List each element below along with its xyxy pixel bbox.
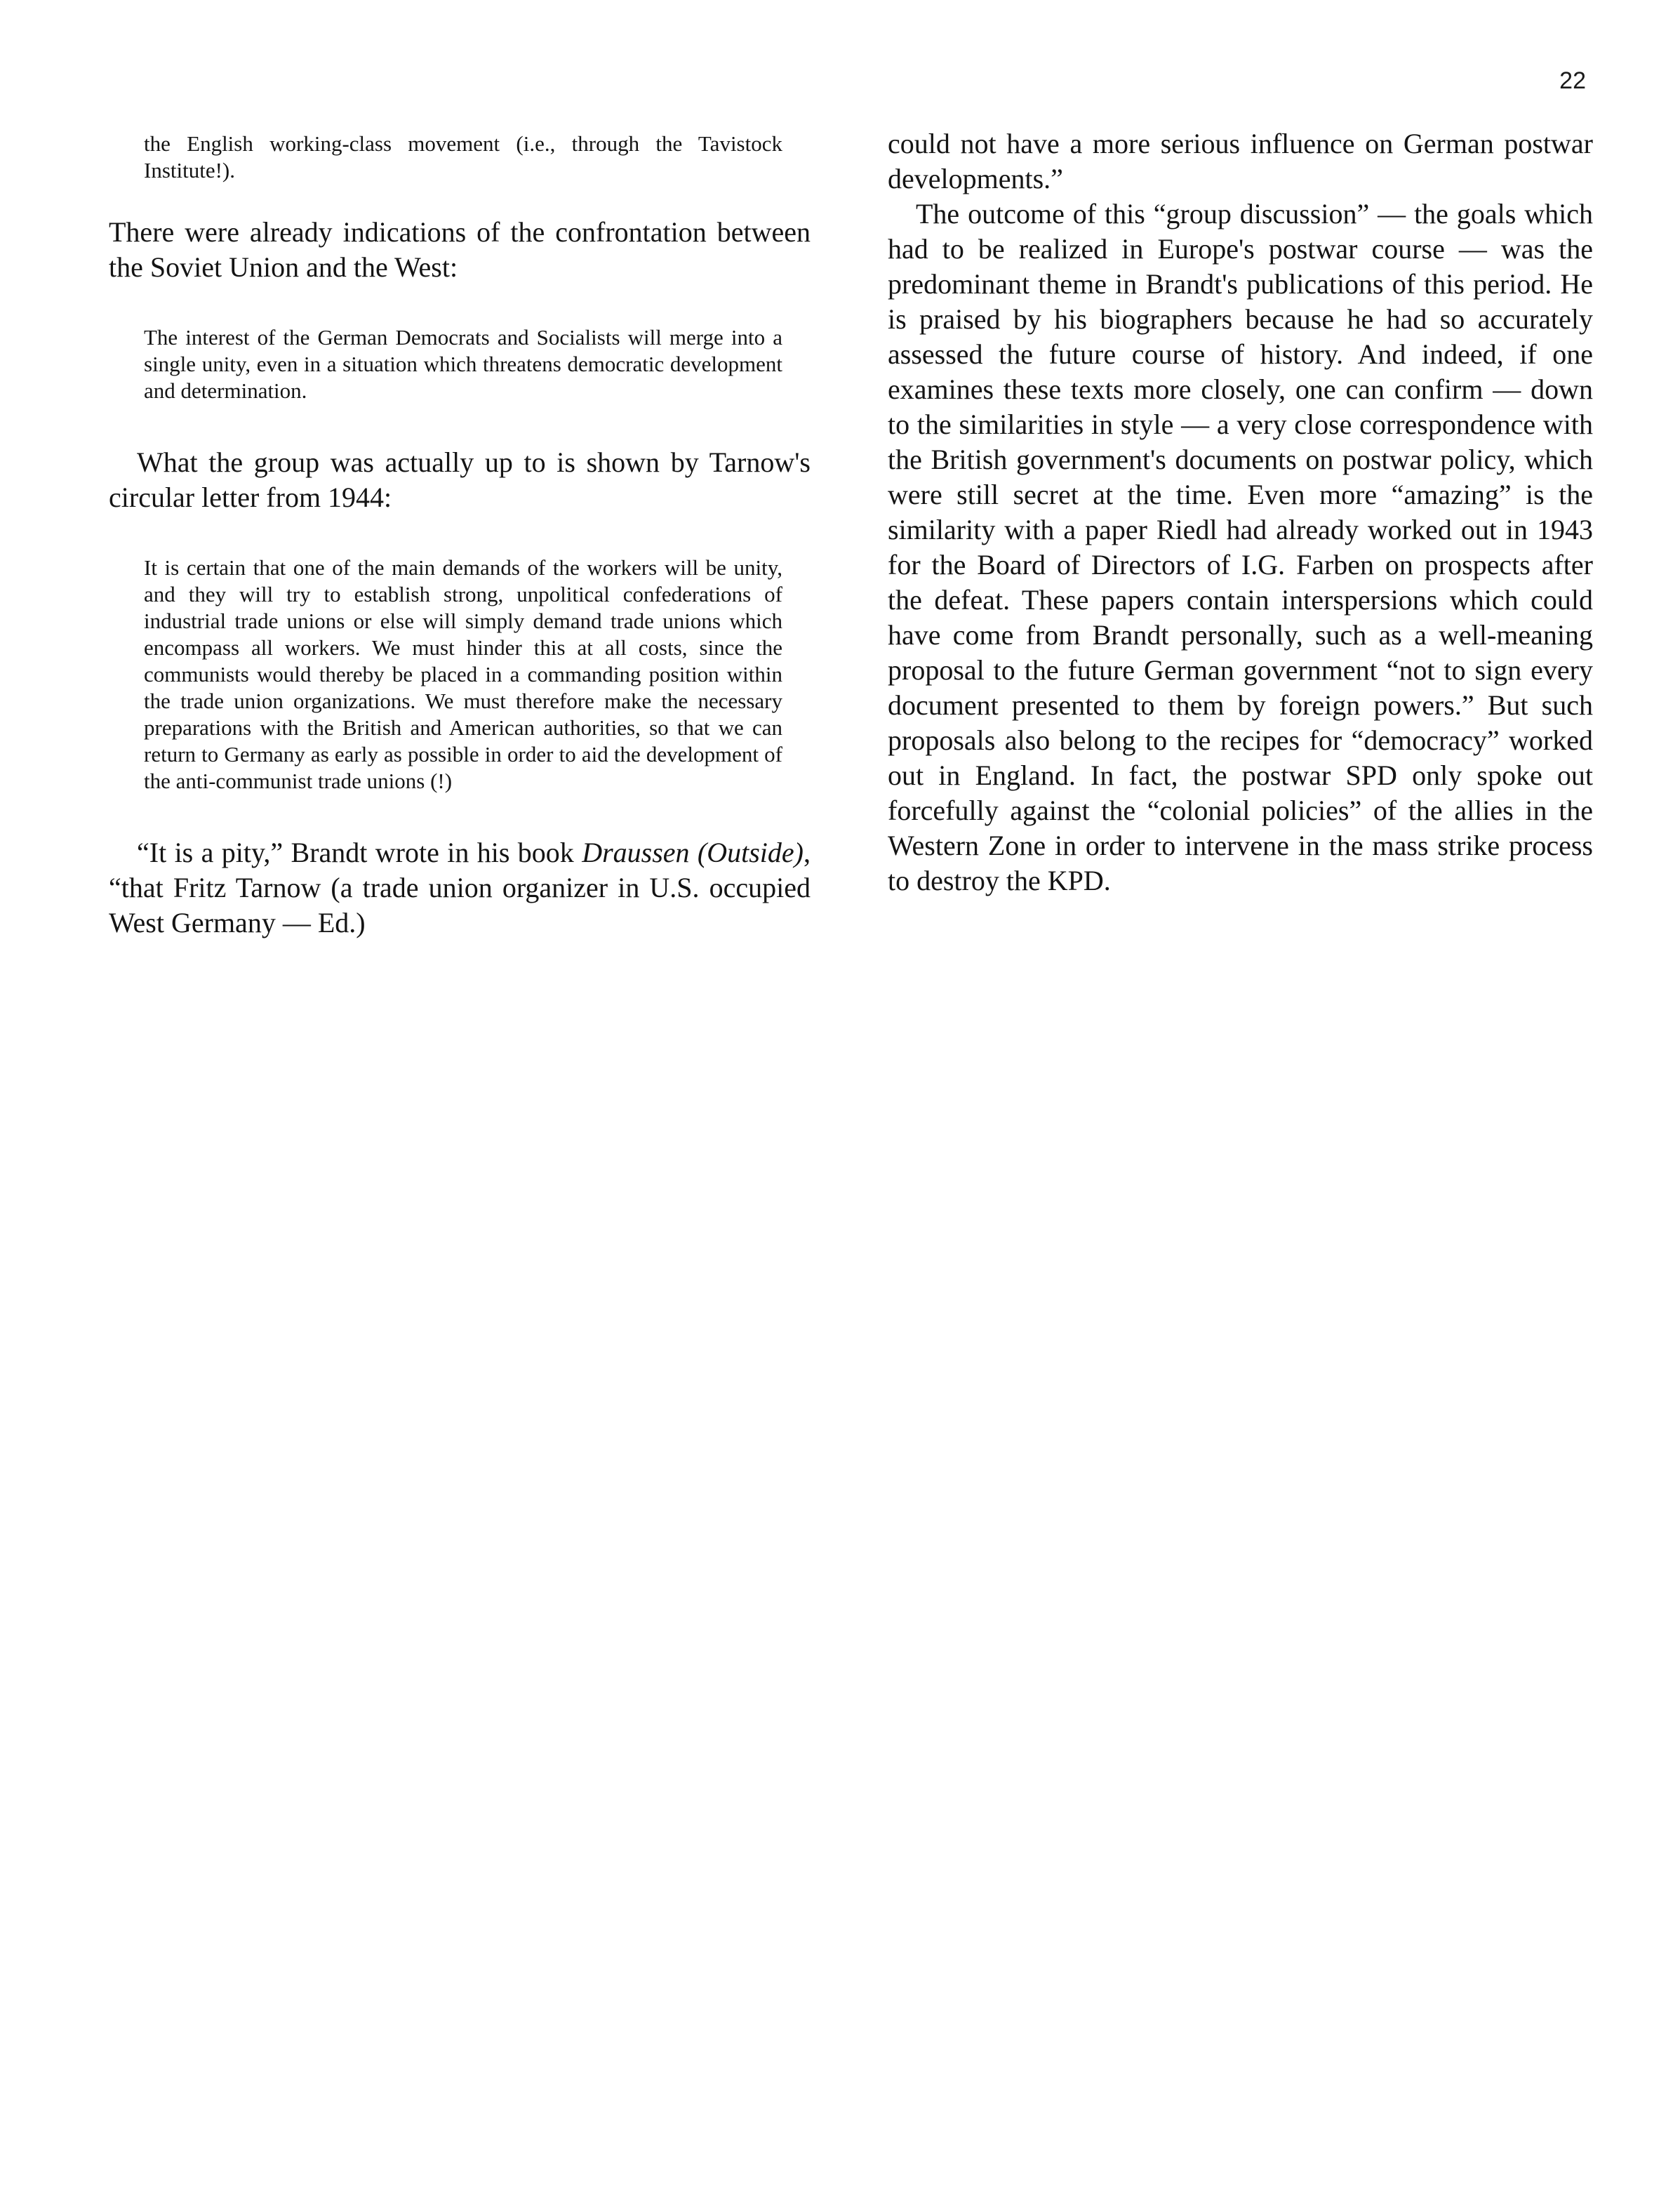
- paragraph-confrontation: There were already indications of the confrontation between the Soviet Union and the West:: [109, 216, 811, 283]
- pity-tail: , “that Fritz Tarnow (a trade union organizer in U.S. occupied West Germany — Ed.): [109, 837, 811, 938]
- quote-tarnow-letter: It is certain that one of the main demands of the workers will be unity, and they will try to establish strong, unpolitical confederations of industrial trade unions or else will simply demand trade unions which encompass all workers. We must hinder this at all costs, since the communists would thereby be placed in a commanding position within the trade union organizations. We must therefore make the necessary preparations with the British and American authorities, so that we can return to Germany as early as possible in order to aid the development of the anti-communist trade unions (!): [144, 555, 782, 793]
- book-title: Draussen (Outside): [582, 837, 804, 868]
- page-number: 22: [1559, 67, 1586, 94]
- paragraph-outcome: The outcome of this “group discussion” — the goals which had to be realized in Europe's postwar course — was the predominant theme in Brandt's publications of this period. He is praised by his biographers because he had so accurately assessed the future course of history. And indeed, if one examines these texts more closely, one can confirm — down to the similarities in style — a very close correspondence with the British government's documents on postwar policy, which were still secret at the time. Even more “amazing” is the similarity with a paper Riedl had already worked out in 1943 for the Board of Directors of I.G. Farben on prospects after the defeat. These papers contain interspersions which could have come from Brandt personally, such as a well-meaning proposal to the future German government “not to sign every document presented to them by foreign powers.” But such proposals also belong to the recipes for “democracy” worked out in England. In fact, the postwar SPD only spoke out forcefully against the “colonial policies” of the allies in the Western Zone in order to intervene in the mass strike process to destroy the KPD.: [888, 198, 1593, 896]
- pity-lead: “It is a pity,” Brandt wrote in his book: [137, 837, 582, 868]
- quote-continuation: the English working-class movement (i.e., through the Tavistock Institute!).: [144, 131, 782, 182]
- left-column: [109, 126, 811, 980]
- right-column: [888, 126, 1593, 898]
- paragraph-pity: [109, 835, 811, 941]
- paragraph-continuation: could not have a more serious influence on German postwar developments.”: [888, 128, 1593, 194]
- quote-interest: The interest of the German Democrats and Socialists will merge into a single unity, even in a situation which threatens democratic development and determination.: [144, 325, 782, 403]
- paragraph-group: What the group was actually up to is shown by Tarnow's circular letter from 1944:: [109, 446, 811, 513]
